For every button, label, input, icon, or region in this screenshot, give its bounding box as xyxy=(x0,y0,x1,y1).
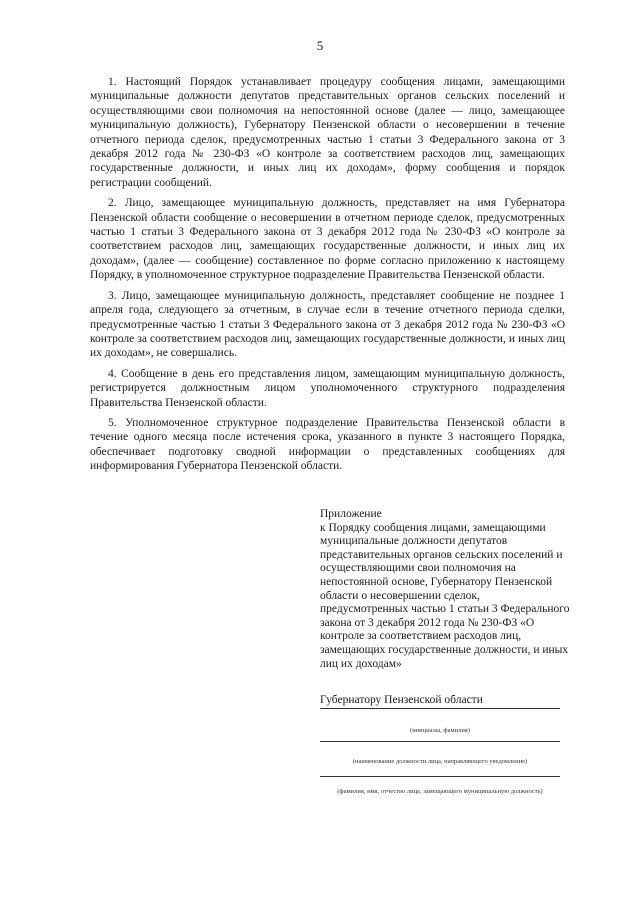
sender-name-line xyxy=(320,776,560,777)
paragraph-4: 4. Сообщение в день его представления лицом, замещающим муниципальную должность, регистрируется должностным лицом уполномоченного структурного подразделения Правительства Пензенской области. xyxy=(90,367,565,409)
sender-name-caption: (фамилия, имя, отчество лица, замещающего муниципальную должность) xyxy=(337,788,543,795)
page-number: 5 xyxy=(316,38,324,53)
paragraph-5: 5. Уполномоченное структурное подразделение Правительства Пензенской области в течение одного месяца после истечения срока, указанного в пункте 3 настоящего Порядка, обеспечивает подготовку сводной информации о представленных сообщениях для информирования Губернатора Пензенской области. xyxy=(90,416,565,473)
paragraph-1: 1. Настоящий Порядок устанавливает процедуру сообщения лицами, замещающими муниципальные должности депутатов представительных органов сельских поселений и осуществляющими свои полномочия на непостоянной основе (далее — лицо, замещающее муниципальную должность), Губернатору Пензенской области о несовершении в течение отчетного периода сделок, предусмотренных частью 1 статьи 3 Федерального закона от 3 декабря 2012 года № 230-ФЗ «О контроле за соответствием расходов лиц, замещающих государственные должности, и иных лиц их доходам», форму сообщения и порядок регистрации сообщений. xyxy=(90,76,565,189)
sender-position-caption: (наименование должности лица, направляющего уведомление) xyxy=(352,758,528,765)
paragraph-2: 2. Лицо, замещающее муниципальную должность, представляет на имя Губернатора Пензенской области сообщение о несовершении в отчетном периоде сделок, предусмотренных частью 1 статьи 3 Федерального закона от 3 декабря 2012 года № 230-ФЗ «О контроле за соответствием расходов лиц, замещающих государственные должности, и иных лиц их доходам», (далее — сообщение) составленное по форме согласно приложению к настоящему Порядку, в уполномоченное структурное подразделение Правительства Пензенской области. xyxy=(90,197,565,282)
appendix-text: к Порядку сообщения лицами, замещающими муниципальные должности депутатов представительных органов сельских поселений и осуществляющими свои полномочия на непостоянной основе, Губернатору Пензенской области о несовершении сделок, предусмотренных частью 1 статьи 3 Федерального закона от 3 декабря 2012 года № 230-ФЗ «О контроле за соответствием расходов лиц, замещающих государственные должности, и иных лиц их доходам» xyxy=(320,521,570,670)
addressee-label: Губернатору Пензенской области xyxy=(320,694,483,706)
recipient-name-caption: (инициалы, фамилия) xyxy=(410,727,470,734)
appendix-block xyxy=(320,508,570,671)
document-body xyxy=(90,75,565,480)
recipient-name-line xyxy=(320,708,560,709)
sender-position-line xyxy=(320,741,560,742)
appendix-title: Приложение xyxy=(320,508,382,520)
paragraph-3: 3. Лицо, замещающее муниципальную должность, представляет сообщение не позднее 1 апреля года, следующего за отчетным, в случае если в течение отчетного периода сделки, предусмотренные частью 1 статьи 3 Федерального закона от 3 декабря 2012 года № 230-ФЗ «О контроле за соответствием расходов лиц, замещающих государственные должности, и иных лиц их доходам», не совершались. xyxy=(90,289,565,360)
